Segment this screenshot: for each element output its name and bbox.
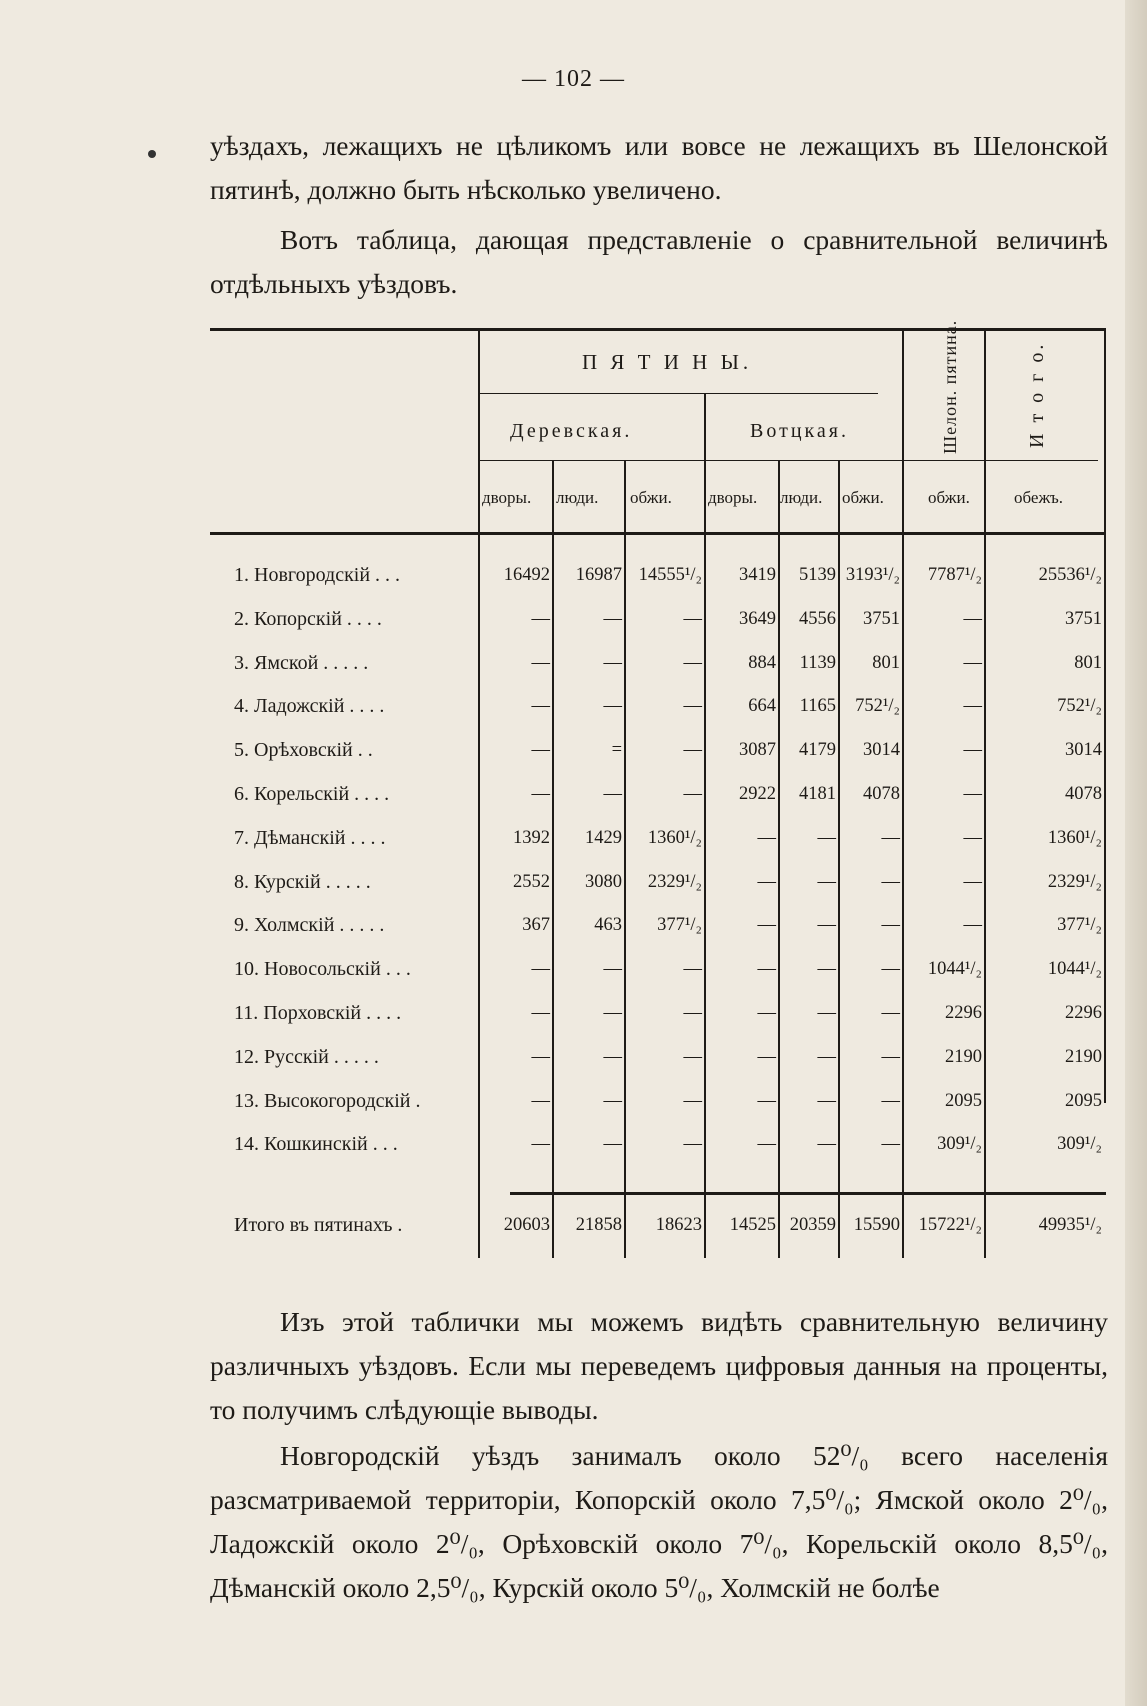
table-total-cell-4: 20359 <box>789 1215 836 1235</box>
table-row-10-cell-2: — <box>683 959 702 980</box>
table-row-13-cell-7: 2095 <box>1065 1090 1102 1111</box>
table-row-1-cell-5: 3193¹/₂ <box>845 565 900 585</box>
vline-3 <box>704 394 706 1258</box>
subheader-2: обжи. <box>630 488 672 507</box>
table-row-14-cell-5: — <box>881 1134 900 1155</box>
table-row-5-cell-4: 4179 <box>799 740 836 761</box>
table-total-cell-1: 21858 <box>575 1215 622 1235</box>
table-row-12-cell-0: — <box>531 1046 550 1067</box>
table-row-10-cell-6: 1044¹/₂ <box>927 959 982 980</box>
table-row-2-label: 2. Копорскій . . . . <box>234 607 382 630</box>
table-row-12-cell-1: — <box>603 1046 622 1067</box>
statistics-table <box>210 319 1106 1264</box>
table-row-12-label: 12. Русскій . . . . . <box>234 1045 379 1068</box>
table-row-13-cell-1: — <box>603 1090 622 1111</box>
table-row-11-cell-5: — <box>881 1003 900 1023</box>
table-row-8-cell-0: 2552 <box>513 871 550 892</box>
table-row-3-cell-1: — <box>603 652 622 673</box>
table-row-9-cell-4: — <box>817 915 836 936</box>
table-row-2-cell-2: — <box>683 608 702 629</box>
table-row-10-cell-4: — <box>817 959 836 980</box>
subheader-6: обжи. <box>928 488 970 507</box>
table-row-7-cell-7: 1360¹/₂ <box>1047 827 1102 848</box>
page-edge <box>1125 0 1147 1706</box>
table-row-2-cell-4: 4556 <box>799 608 836 629</box>
table-row-9-cell-6: — <box>963 915 982 936</box>
table-row-3-cell-2: — <box>683 652 702 673</box>
table-row-8-cell-3: — <box>757 871 776 892</box>
table-row-14-cell-3: — <box>757 1134 776 1155</box>
table-row-7-cell-4: — <box>817 827 836 848</box>
table-row-3-cell-0: — <box>531 652 550 673</box>
vline-1 <box>552 460 554 1258</box>
table-row-11-cell-3: — <box>757 1003 776 1023</box>
table-row-6-cell-6: — <box>963 784 982 804</box>
table-row-9-cell-0: 367 <box>522 915 550 936</box>
table-row-3-cell-5: 801 <box>872 652 900 673</box>
table-row-10-label: 10. Новосольскій . . . <box>234 958 411 981</box>
table-row-6-cell-4: 4181 <box>799 784 836 804</box>
table-row-12-cell-4: — <box>817 1046 836 1067</box>
margin-dot <box>148 150 156 158</box>
table-row-6-cell-0: — <box>531 784 550 804</box>
paragraph-4 <box>210 1434 1108 1610</box>
table-row-2-cell-5: 3751 <box>863 608 900 629</box>
table-row-6-cell-3: 2922 <box>739 784 776 804</box>
table-row-9-label: 9. Холмскій . . . . . <box>234 914 385 937</box>
table-row-11-cell-0: — <box>531 1003 550 1023</box>
table-row-1-cell-6: 7787¹/₂ <box>927 565 982 585</box>
table-row-4-cell-6: — <box>963 696 982 717</box>
table-row-8-cell-6: — <box>963 871 982 892</box>
table-row-10-cell-3: — <box>757 959 776 980</box>
table-total-cell-2: 18623 <box>655 1215 702 1235</box>
vline-labels <box>478 328 480 1258</box>
table-row-11-cell-6: 2296 <box>945 1003 982 1023</box>
table-row-12-cell-6: 2190 <box>945 1046 982 1067</box>
table-row-13-cell-4: — <box>817 1090 836 1111</box>
table-row-2-cell-7: 3751 <box>1065 608 1102 629</box>
paragraph-3 <box>210 1300 1108 1432</box>
table-row-3-label: 3. Ямской . . . . . <box>234 651 369 674</box>
table-row-5-cell-2: — <box>683 740 702 761</box>
table-row-9-cell-7: 377¹/₂ <box>1057 915 1102 936</box>
table-row-1-cell-7: 25536¹/₂ <box>1038 565 1102 585</box>
table-row-4-cell-5: 752¹/₂ <box>855 696 900 717</box>
header-itogo: И т о г о. <box>1026 341 1048 448</box>
page-number: — 102 — <box>522 66 625 92</box>
table-row-1-cell-3: 3419 <box>739 565 776 585</box>
table-row-4-cell-1: — <box>603 696 622 717</box>
header-shelon: Шелон. пятина. <box>940 319 960 454</box>
table-row-5-cell-0: — <box>531 740 550 761</box>
table-row-9-cell-5: — <box>881 915 900 936</box>
table-row-5-cell-1: = <box>611 740 622 761</box>
table-row-14-cell-4: — <box>817 1134 836 1155</box>
table-row-11-cell-7: 2296 <box>1065 1003 1102 1023</box>
table-row-13-cell-0: — <box>531 1090 550 1111</box>
table-row-14-cell-0: — <box>531 1134 550 1155</box>
table-row-8-cell-7: 2329¹/₂ <box>1047 871 1102 892</box>
table-row-14-cell-1: — <box>603 1134 622 1155</box>
table-row-8-cell-5: — <box>881 871 900 892</box>
table-row-7-cell-1: 1429 <box>585 827 622 848</box>
table-row-13-cell-5: — <box>881 1090 900 1111</box>
table-row-2-cell-3: 3649 <box>739 608 776 629</box>
rule-pyatiny <box>478 393 878 394</box>
subheader-0: дворы. <box>482 488 532 507</box>
header-pyatiny: П Я Т И Н Ы. <box>582 350 753 374</box>
table-row-6-cell-1: — <box>603 784 622 804</box>
table-row-9-cell-2: 377¹/₂ <box>657 915 702 936</box>
table-row-4-cell-7: 752¹/₂ <box>1057 696 1102 717</box>
table-row-13-cell-3: — <box>757 1090 776 1111</box>
table-row-3-cell-7: 801 <box>1074 652 1102 673</box>
table-row-14-label: 14. Кошкинскій . . . <box>234 1133 398 1156</box>
vline-6 <box>902 328 904 1258</box>
table-row-1-cell-1: 16987 <box>575 565 622 585</box>
table-row-1-cell-4: 5139 <box>799 565 836 585</box>
table-row-1-cell-0: 16492 <box>503 565 550 585</box>
table-row-7-cell-5: — <box>881 827 900 848</box>
table-row-2-cell-1: — <box>603 608 622 629</box>
table-row-3-cell-4: 1139 <box>799 652 836 673</box>
subheader-4: люди. <box>780 488 823 507</box>
paragraph-2-text: Вотъ таблица, дающая представленіе о сравнительной величинѣ отдѣльныхъ уѣздовъ. <box>210 224 1108 299</box>
table-row-3-cell-3: 884 <box>748 652 776 673</box>
table-row-4-cell-3: 664 <box>748 696 776 717</box>
table-row-2-cell-6: — <box>963 608 982 629</box>
rule-header-bottom <box>210 532 1106 535</box>
table-row-8-cell-4: — <box>817 871 836 892</box>
table-row-13-cell-2: — <box>683 1090 702 1111</box>
table-row-7-cell-2: 1360¹/₂ <box>647 827 702 848</box>
table-total-cell-6: 15722¹/₂ <box>918 1215 982 1235</box>
vline-5 <box>838 460 840 1258</box>
table-row-1-cell-2: 14555¹/₂ <box>638 565 702 585</box>
table-row-8-label: 8. Курскій . . . . . <box>234 870 371 893</box>
paragraph-1: уѣздахъ, лежащихъ не цѣликомъ или вовсе не лежащихъ въ Шелонской пятинѣ, должно быть нѣсколько увеличено. <box>210 130 1108 205</box>
vline-7 <box>984 328 986 1258</box>
subheader-5: обжи. <box>842 488 884 507</box>
vline-2 <box>624 460 626 1258</box>
table-total-cell-7: 49935¹/₂ <box>1038 1215 1102 1235</box>
table-row-6-cell-2: — <box>683 784 702 804</box>
table-row-11-label: 11. Порховскій . . . . <box>234 1002 402 1024</box>
table-total-cell-5: 15590 <box>853 1215 900 1235</box>
table-row-9-cell-1: 463 <box>594 915 622 936</box>
table-row-1-label: 1. Новгородскій . . . <box>234 564 401 586</box>
table-row-5-label: 5. Орѣховскій . . <box>234 739 373 762</box>
paragraph-2 <box>210 218 1108 306</box>
table-row-14-cell-2: — <box>683 1134 702 1155</box>
subheader-7: обежъ. <box>1014 488 1064 507</box>
table-row-10-cell-1: — <box>603 959 622 980</box>
table-row-3-cell-6: — <box>963 652 982 673</box>
subheader-3: дворы. <box>708 488 758 507</box>
table-row-5-cell-3: 3087 <box>739 740 776 761</box>
rule-total <box>510 1192 1106 1195</box>
table-row-11-cell-4: — <box>817 1003 836 1023</box>
table-row-13-cell-6: 2095 <box>945 1090 982 1111</box>
header-votskaya: Вотцкая. <box>750 420 850 442</box>
table-row-4-cell-4: 1165 <box>799 696 836 717</box>
vline-right <box>1104 328 1106 1103</box>
table-row-5-cell-6: — <box>963 740 982 761</box>
table-row-10-cell-0: — <box>531 959 550 980</box>
table-row-7-cell-6: — <box>963 827 982 848</box>
table-row-12-cell-5: — <box>881 1046 900 1067</box>
table-row-9-cell-3: — <box>757 915 776 936</box>
subheader-1: люди. <box>556 488 599 507</box>
table-row-13-label: 13. Высокогородскій . <box>234 1089 421 1112</box>
table-row-7-label: 7. Дѣманскій . . . . <box>234 826 386 849</box>
table-row-4-label: 4. Ладожскій . . . . <box>234 695 385 718</box>
table-row-4-cell-2: — <box>683 696 702 717</box>
paragraph-4-text: Новгородскій уѣздъ занималъ около 52⁰/₀ всего населенія разсматриваемой территоріи, Копорскій около 7,5⁰/₀; Ямской около 2⁰/₀, Ладожскій около 2⁰/₀, Орѣховскій около 7⁰/₀, Корельскій около 8,5⁰/₀, Дѣманскій около 2,5⁰/₀, Курскій около 5⁰/₀, Холмскій не болѣе <box>210 1440 1108 1603</box>
table-row-5-cell-7: 3014 <box>1065 740 1102 761</box>
table-row-8-cell-1: 3080 <box>585 871 622 892</box>
table-top-rule <box>210 328 1106 331</box>
table-row-7-cell-3: — <box>757 827 776 848</box>
table-row-4-cell-0: — <box>531 696 550 717</box>
table-row-10-cell-5: — <box>881 959 900 980</box>
table-row-14-cell-7: 309¹/₂ <box>1057 1134 1102 1155</box>
table-total-cell-0: 20603 <box>503 1215 550 1235</box>
table-row-10-cell-7: 1044¹/₂ <box>1047 959 1102 980</box>
rule-subheader <box>478 460 1098 461</box>
table-row-12-cell-2: — <box>683 1046 702 1067</box>
table-total-cell-3: 14525 <box>729 1215 776 1235</box>
table-row-5-cell-5: 3014 <box>863 740 900 761</box>
table-row-12-cell-3: — <box>757 1046 776 1067</box>
table-row-6-cell-7: 4078 <box>1065 784 1102 804</box>
header-derevskaya: Деревская. <box>510 420 633 442</box>
table-row-14-cell-6: 309¹/₂ <box>937 1134 982 1155</box>
table-row-7-cell-0: 1392 <box>513 827 550 848</box>
table-row-12-cell-7: 2190 <box>1065 1046 1102 1067</box>
table-total-label: Итого въ пятинахъ . <box>234 1214 403 1236</box>
vline-4 <box>778 460 780 1258</box>
table-row-11-cell-1: — <box>603 1003 622 1023</box>
paragraph-3-text: Изъ этой таблички мы можемъ видѣть сравнительную величину различныхъ уѣздовъ. Если мы переведемъ цифровыя данныя на проценты, то получимъ слѣдующіе выводы. <box>210 1306 1108 1425</box>
table-row-6-cell-5: 4078 <box>863 784 900 804</box>
table-row-8-cell-2: 2329¹/₂ <box>647 871 702 892</box>
table-row-11-cell-2: — <box>683 1003 702 1023</box>
table-row-2-cell-0: — <box>531 608 550 629</box>
table-row-6-label: 6. Корельскій . . . . <box>234 783 390 805</box>
